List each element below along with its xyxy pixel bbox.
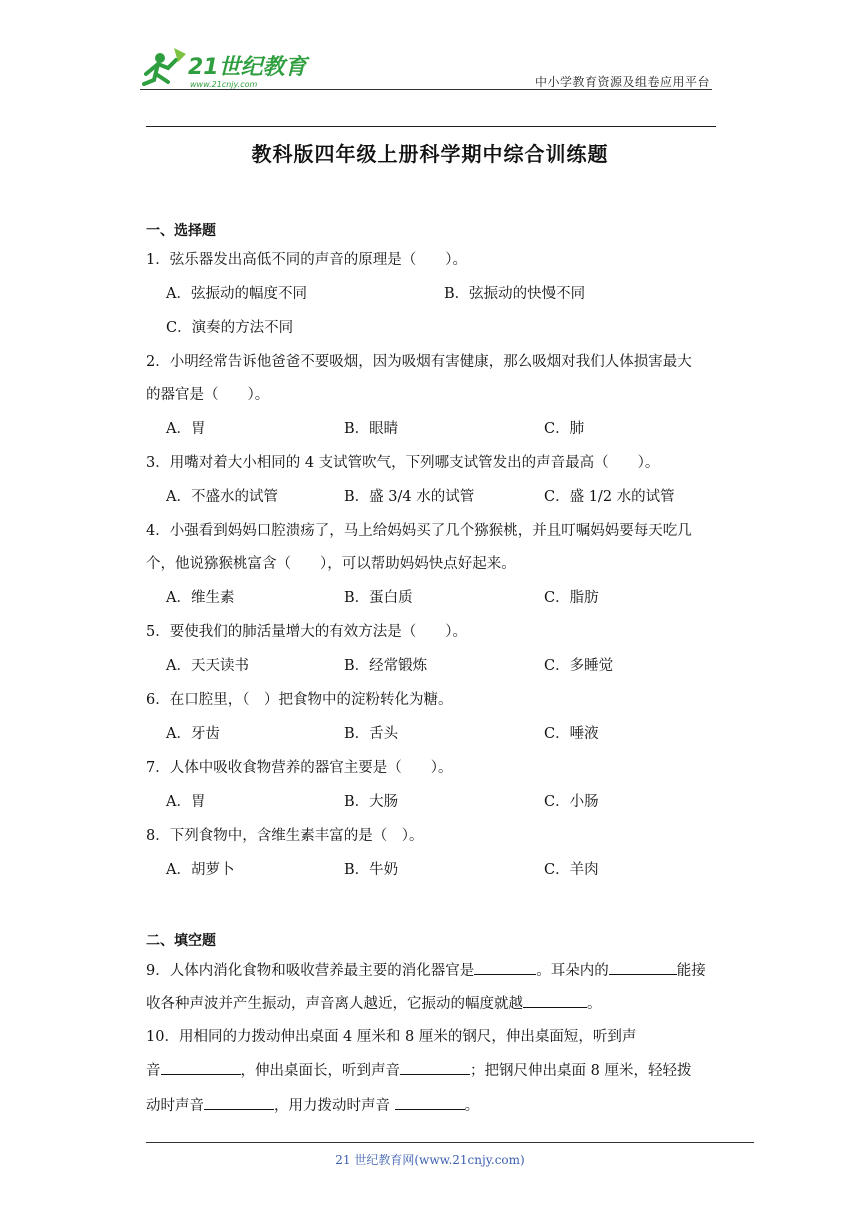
question-1-option-a: A．弦振动的幅度不同 — [166, 286, 307, 302]
question-9-line1 — [146, 959, 706, 980]
question-8-option-b: B．牛奶 — [344, 862, 399, 878]
title-rule — [146, 126, 716, 127]
question-10-text-e: ，用力拨动时声音 — [274, 1098, 395, 1114]
question-5-option-b: B．经常锻炼 — [344, 658, 428, 674]
logo-text: 21世纪教育 — [188, 55, 307, 80]
question-10-blank-4[interactable] — [395, 1095, 465, 1110]
page-title: 教科版四年级上册科学期中综合训练题 — [251, 142, 609, 166]
question-2-option-a: A．胃 — [166, 421, 206, 437]
section-heading-choice: 一、选择题 — [146, 223, 216, 239]
question-8-stem: 8．下列食物中，含维生素丰富的是（ ）。 — [146, 828, 424, 844]
question-4-stem-line1: 4．小强看到妈妈口腔溃疡了，马上给妈妈买了几个猕猴桃，并且叮嘱妈妈要每天吃几 — [146, 523, 692, 539]
question-1-stem: 1．弦乐器发出高低不同的声音的原理是（ ）。 — [146, 252, 467, 268]
question-3-option-a: A．不盛水的试管 — [166, 489, 278, 505]
question-9-text-e: 。 — [587, 996, 602, 1012]
question-8-option-a: A．胡萝卜 — [166, 862, 235, 878]
question-10-line3 — [146, 1094, 479, 1115]
question-2-option-c: C．肺 — [544, 421, 585, 437]
question-10-text-d: 动时声音 — [146, 1098, 204, 1114]
question-10-blank-2[interactable] — [400, 1060, 470, 1075]
question-3-stem: 3．用嘴对着大小相同的 4 支试管吹气，下列哪支试管发出的声音最高（ ）。 — [146, 455, 660, 471]
question-10-line1: 10．用相同的力拨动伸出桌面 4 厘米和 8 厘米的钢尺，伸出桌面短，听到声 — [146, 1029, 637, 1045]
site-logo — [140, 44, 310, 92]
question-10-text-b: ，伸出桌面长，听到声音 — [240, 1063, 400, 1079]
question-6-stem: 6．在口腔里，（ ）把食物中的淀粉转化为糖。 — [146, 692, 453, 708]
question-1-option-b: B．弦振动的快慢不同 — [444, 286, 586, 302]
question-6-option-c: C．唾液 — [544, 726, 599, 742]
question-7-option-a: A．胃 — [166, 794, 206, 810]
question-3-option-c: C．盛 1/2 水的试管 — [544, 489, 675, 505]
question-10-text-a: 音 — [146, 1063, 161, 1079]
question-6-option-b: B．舌头 — [344, 726, 399, 742]
question-4-stem-line2: 个，他说猕猴桃富含（ ），可以帮助妈妈快点好起来。 — [146, 556, 516, 572]
question-1-option-c: C．演奏的方法不同 — [166, 320, 294, 336]
question-2-option-b: B．眼睛 — [344, 421, 399, 437]
question-4-option-a: A．维生素 — [166, 590, 235, 606]
question-5-stem: 5．要使我们的肺活量增大的有效方法是（ ）。 — [146, 624, 467, 640]
question-9-text-a: 9．人体内消化食物和吸收营养最主要的消化器官是 — [146, 963, 475, 979]
question-9-text-c: 能接 — [676, 963, 706, 979]
question-7-stem: 7．人体中吸收食物营养的器官主要是（ ）。 — [146, 760, 453, 776]
footer-link[interactable]: 21 世纪教育网(www.21cnjy.com) — [335, 1153, 525, 1167]
question-10-blank-1[interactable] — [161, 1060, 241, 1075]
question-3-option-b: B．盛 3/4 水的试管 — [344, 489, 475, 505]
question-10-line2 — [146, 1059, 691, 1080]
question-9-blank-1[interactable] — [474, 960, 536, 975]
question-2-stem-line1: 2．小明经常告诉他爸爸不要吸烟，因为吸烟有害健康，那么吸烟对我们人体损害最大 — [146, 354, 692, 370]
question-10-text-c: ；把钢尺伸出桌面 8 厘米，轻轻拨 — [470, 1063, 692, 1079]
question-4-option-b: B．蛋白质 — [344, 590, 413, 606]
question-9-text-b: 。耳朵内的 — [536, 963, 609, 979]
question-2-stem-line2: 的器官是（ ）。 — [146, 387, 270, 403]
question-7-option-c: C．小肠 — [544, 794, 599, 810]
question-10-text-f: 。 — [464, 1098, 480, 1114]
question-9-text-d: 收各种声波并产生振动，声音离人越近，它振动的幅度就越 — [146, 996, 523, 1012]
question-9-blank-3[interactable] — [523, 993, 587, 1008]
question-7-option-b: B．大肠 — [344, 794, 399, 810]
runner-logo-icon — [140, 44, 310, 92]
question-5-option-a: A．天天读书 — [166, 658, 249, 674]
logo-url: www.21cnjy.com — [190, 80, 258, 89]
section-heading-fill: 二、填空题 — [146, 933, 216, 949]
question-10-blank-3[interactable] — [204, 1095, 274, 1110]
footer-rule — [146, 1142, 754, 1143]
question-4-option-c: C．脂肪 — [544, 590, 599, 606]
question-5-option-c: C．多睡觉 — [544, 658, 614, 674]
question-8-option-c: C．羊肉 — [544, 862, 599, 878]
question-6-option-a: A．牙齿 — [166, 726, 220, 742]
question-9-blank-2[interactable] — [609, 960, 677, 975]
question-9-line2 — [146, 992, 602, 1013]
platform-label: 中小学教育资源及组卷应用平台 — [534, 75, 710, 89]
